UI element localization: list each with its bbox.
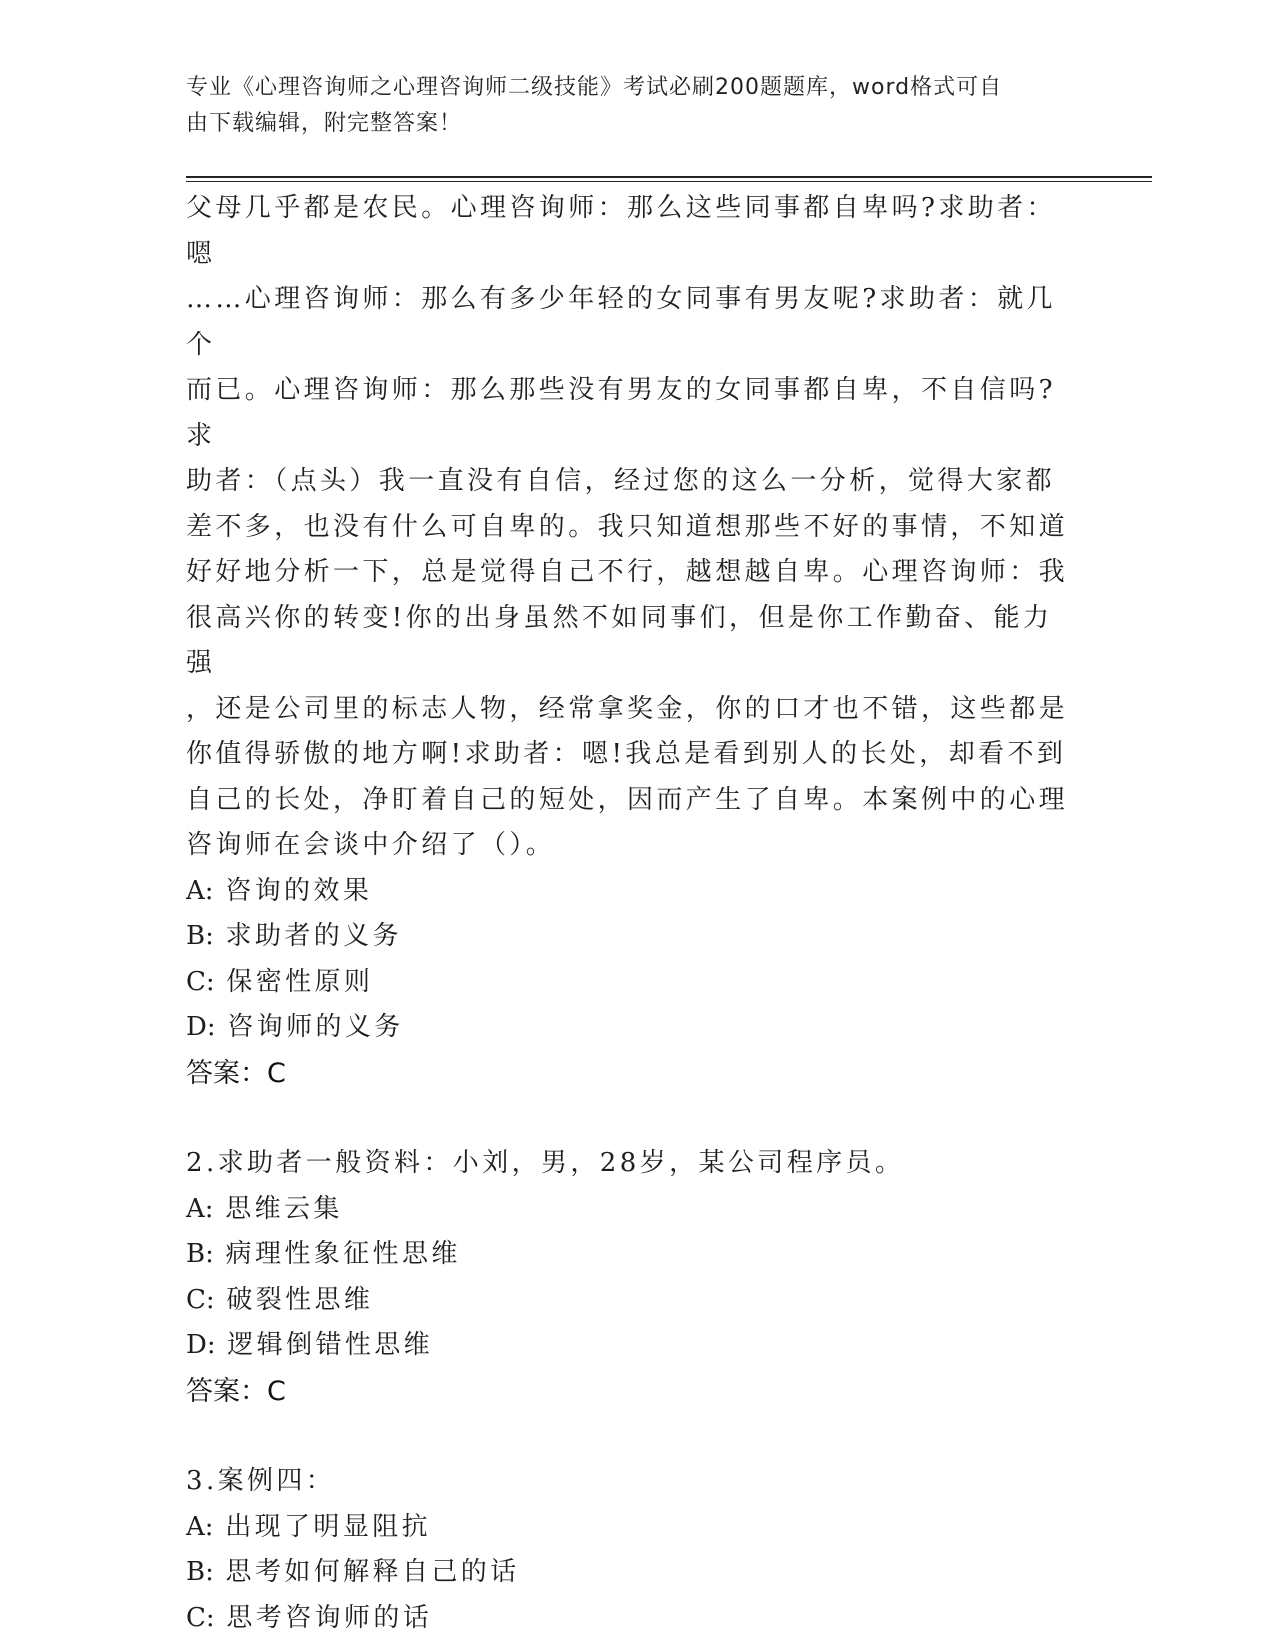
option-text: 出现了明显阻抗 bbox=[225, 1511, 432, 1542]
question-2-option-d bbox=[186, 1323, 1076, 1369]
spacer bbox=[186, 1414, 1076, 1459]
question-1-stem-line: 好好地分析一下，总是觉得自己不行，越想越自卑。心理咨询师：我 bbox=[186, 557, 1069, 587]
option-label: D: bbox=[186, 1330, 216, 1360]
option-label: B: bbox=[186, 1239, 214, 1269]
option-text: 病理性象征性思维 bbox=[225, 1239, 461, 1269]
option-text: 思考咨询师的话 bbox=[226, 1602, 433, 1633]
option-text: 思维云集 bbox=[225, 1193, 343, 1224]
header-divider-thin bbox=[186, 181, 1152, 182]
question-3-option-c bbox=[186, 1596, 1076, 1642]
question-3-stem: 3.案例四： bbox=[186, 1466, 336, 1496]
option-label: A: bbox=[186, 1511, 214, 1542]
option-text: 逻辑倒错性思维 bbox=[227, 1330, 434, 1360]
question-2-answer: 答案：C bbox=[186, 1375, 286, 1407]
header-title-line-2: 由下载编辑，附完整答案！ bbox=[186, 111, 463, 136]
question-3-option-b bbox=[186, 1550, 1076, 1596]
option-label: C: bbox=[186, 1602, 215, 1633]
question-1-stem-line: 很高兴你的转变!你的出身虽然不如同事们，但是你工作勤奋、能力强 bbox=[186, 602, 1053, 678]
question-2-option-c bbox=[186, 1278, 1076, 1324]
option-text: 求助者的义务 bbox=[225, 921, 402, 951]
question-2-option-a bbox=[186, 1187, 1076, 1233]
spacer bbox=[186, 1096, 1076, 1141]
question-2-option-b bbox=[186, 1232, 1076, 1278]
question-1-stem-line: ，还是公司里的标志人物，经常拿奖金，你的口才也不错，这些都是 bbox=[186, 693, 1069, 724]
option-text: 破裂性思维 bbox=[226, 1284, 374, 1315]
question-1-stem-line: 而已。心理咨询师：那么那些没有男友的女同事都自卑，不自信吗?求 bbox=[186, 375, 1056, 451]
header-divider-thick bbox=[186, 176, 1152, 178]
document-body bbox=[186, 186, 1076, 1641]
question-2-stem: 2.求助者一般资料：小刘，男，28岁，某公司程序员。 bbox=[186, 1148, 905, 1178]
option-text: 保密性原则 bbox=[226, 966, 374, 997]
question-1-option-b bbox=[186, 914, 1076, 960]
question-1-option-a bbox=[186, 869, 1076, 915]
option-label: B: bbox=[186, 1557, 214, 1587]
question-2 bbox=[186, 1141, 1076, 1414]
question-1-stem-line: 咨询师在会谈中介绍了（）。 bbox=[186, 830, 556, 860]
option-label: C: bbox=[186, 1284, 215, 1315]
question-1-stem-line: 助者：（点头）我一直没有自信，经过您的这么一分析，觉得大家都 bbox=[186, 466, 1056, 496]
question-1-stem-line: 自己的长处，净盯着自己的短处，因而产生了自卑。本案例中的心理 bbox=[186, 784, 1069, 815]
question-1-stem-line: 你值得骄傲的地方啊!求助者：嗯!我总是看到别人的长处，却看不到 bbox=[186, 739, 1067, 769]
question-1-option-c bbox=[186, 960, 1076, 1006]
option-label: A: bbox=[186, 875, 214, 906]
question-1-stem-line: ……心理咨询师：那么有多少年轻的女同事有男友呢?求助者：就几个 bbox=[186, 284, 1056, 360]
header-title-line-1: 专业《心理咨询师之心理咨询师二级技能》考试必刷200题题库，word格式可自 bbox=[186, 75, 1003, 100]
option-text: 咨询师的义务 bbox=[227, 1012, 404, 1042]
question-3 bbox=[186, 1459, 1076, 1641]
option-label: D: bbox=[186, 1012, 216, 1042]
option-label: B: bbox=[186, 921, 214, 951]
question-1-stem-line: 差不多，也没有什么可自卑的。我只知道想那些不好的事情，不知道 bbox=[186, 511, 1069, 542]
question-1-stem-line: 父母几乎都是农民。心理咨询师：那么这些同事都自卑吗?求助者：嗯 bbox=[186, 193, 1056, 269]
option-text: 咨询的效果 bbox=[225, 875, 373, 906]
option-text: 思考如何解释自己的话 bbox=[225, 1557, 520, 1587]
option-label: C: bbox=[186, 966, 215, 997]
question-1 bbox=[186, 186, 1076, 1096]
question-1-answer: 答案：C bbox=[186, 1057, 286, 1089]
question-1-option-d bbox=[186, 1005, 1076, 1051]
document-header bbox=[186, 70, 1066, 142]
question-3-option-a bbox=[186, 1505, 1076, 1551]
option-label: A: bbox=[186, 1193, 214, 1224]
